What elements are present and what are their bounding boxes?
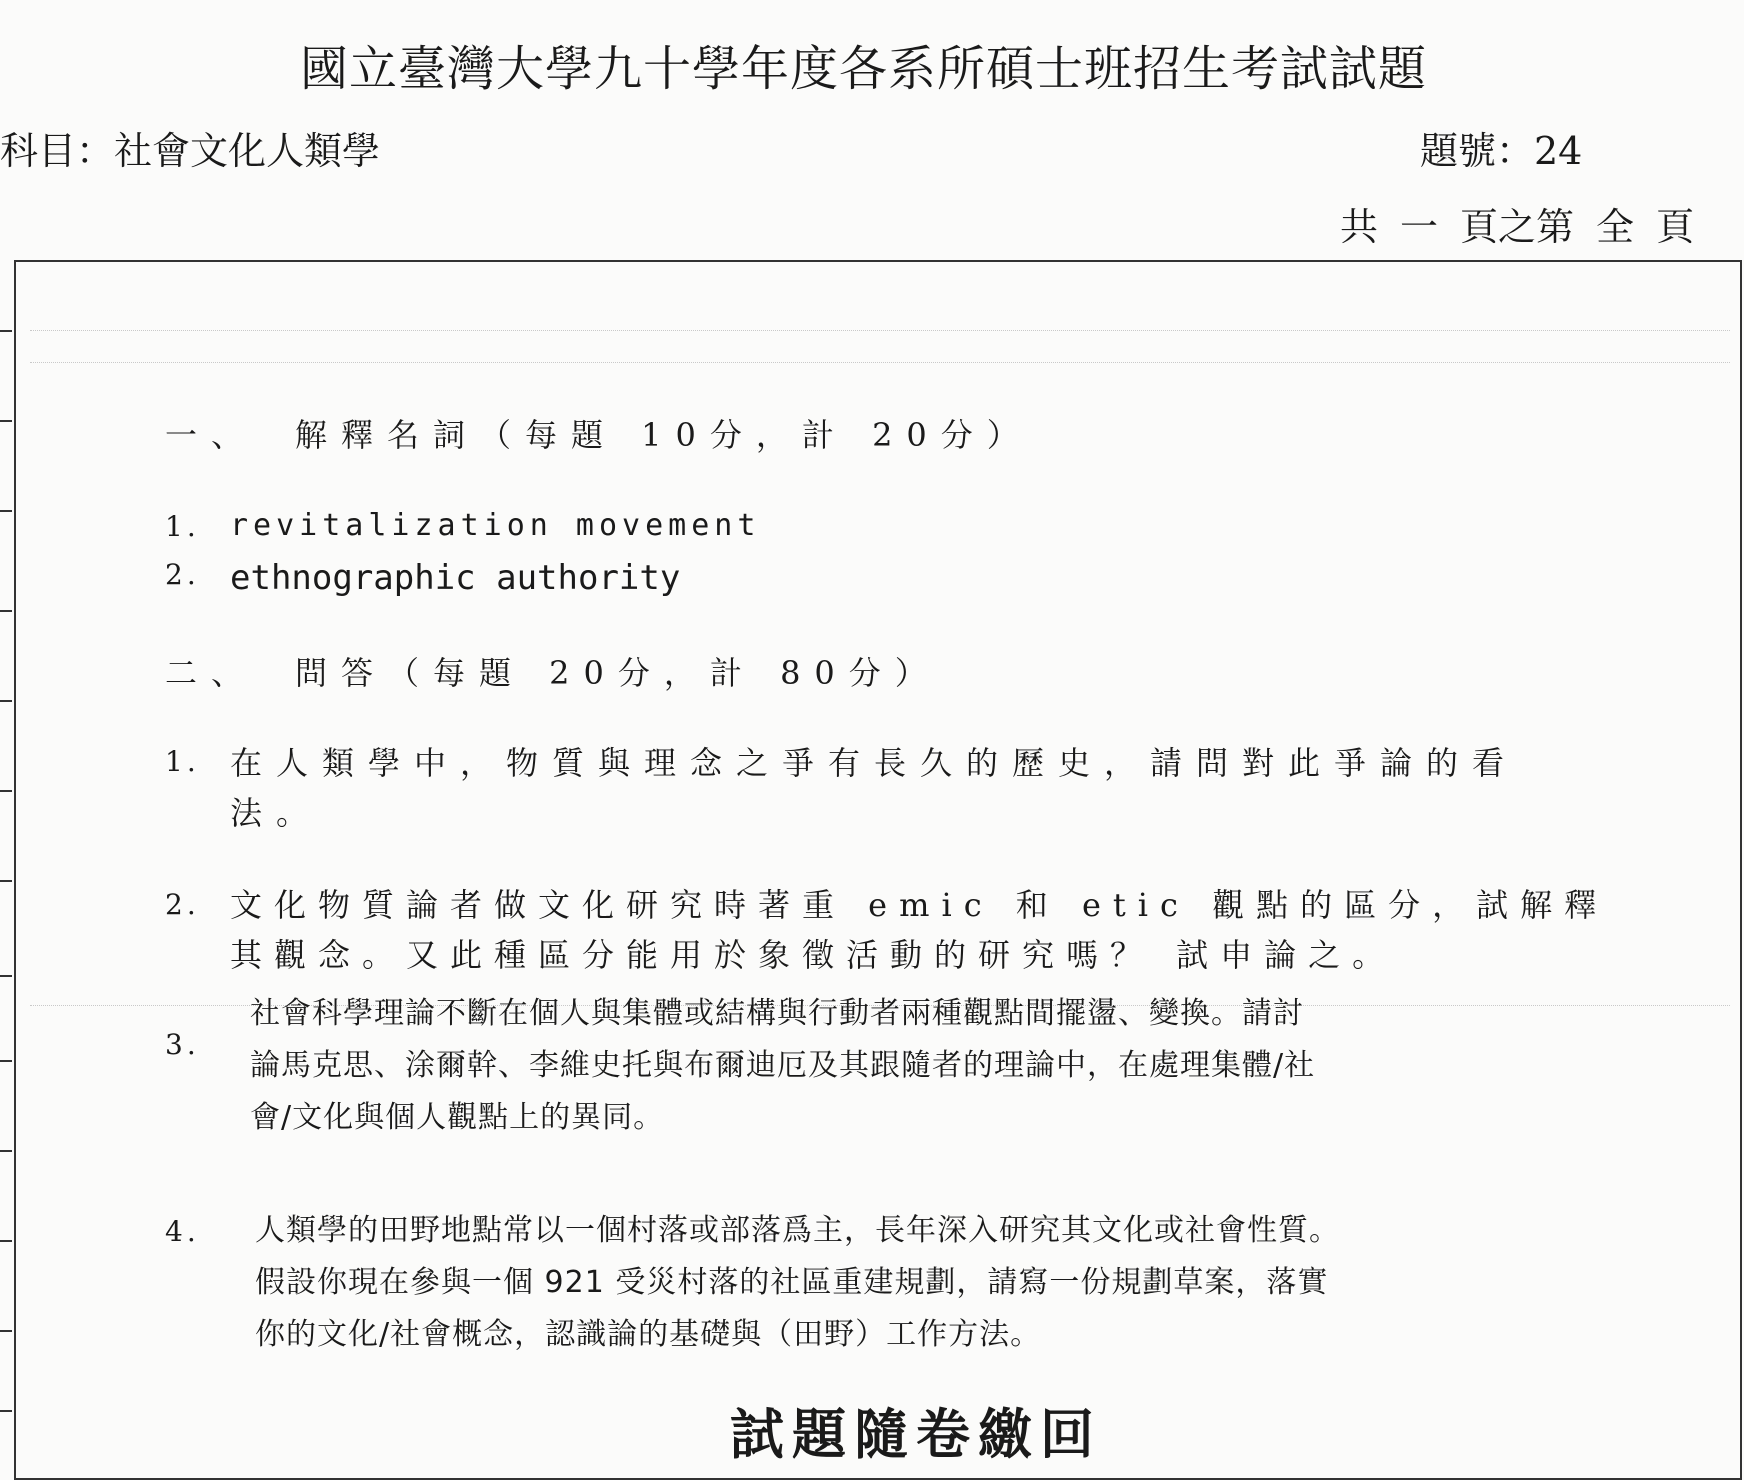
section-2-heading: 問答（每題 20分，計 80分） (295, 654, 941, 692)
question-4-line: 你的文化/社會概念，認識論的基礎與（田野）工作方法。 (255, 1317, 1042, 1352)
question-4-number: 4. (165, 1215, 200, 1248)
question-4-line: 人類學的田野地點常以一個村落或部落爲主，長年深入研究其文化或社會性質。 (255, 1213, 1340, 1248)
edge-tick (0, 420, 12, 422)
question-1-line: 法。 (230, 794, 323, 832)
question-2-line: 其觀念。又此種區分能用於象徵活動的研究嗎？ 試申論之。 (230, 936, 1397, 974)
page-word-page: 頁 (1656, 205, 1695, 249)
section-1-heading: 解釋名詞（每題 10分，計 20分） (295, 416, 1033, 454)
page-word-total: 共 (1340, 205, 1379, 249)
question-3-number: 3. (165, 1028, 200, 1061)
question-3-line: 社會科學理論不斷在個人與集體或結構與行動者兩種觀點間擺盪、變換。請討 (250, 996, 1304, 1031)
question-4-line: 假設你現在參與一個 921 受災村落的社區重建規劃，請寫一份規劃草案，落實 (255, 1265, 1329, 1300)
question-1-text (230, 738, 1518, 838)
term-2-text: ethnographic authority (230, 558, 681, 598)
exam-title: 國立臺灣大學九十學年度各系所碩士班招生考試試題 (300, 41, 1428, 97)
edge-tick (0, 880, 12, 882)
edge-tick (0, 1410, 12, 1412)
edge-tick (0, 700, 12, 702)
edge-tick (0, 975, 12, 977)
section-1-number: 一、 (165, 416, 258, 454)
edge-tick (0, 1240, 12, 1242)
question-2-line: 文化物質論者做文化研究時著重 emic 和 etic 觀點的區分，試解釋 (230, 886, 1609, 924)
page-word-of: 頁之第 (1460, 205, 1575, 249)
section-2-number: 二、 (165, 654, 258, 692)
edge-tick (0, 1150, 12, 1152)
question-1-number: 1. (165, 745, 200, 778)
edge-tick (0, 1060, 12, 1062)
subject-label: 科目：社會文化人類學 (0, 129, 381, 173)
term-1-text: revitalization movement (230, 508, 761, 543)
edge-tick (0, 790, 12, 792)
question-1-line: 在人類學中，物質與理念之爭有長久的歷史，請問對此爭論的看 (230, 744, 1519, 782)
question-2-number: 2. (165, 888, 200, 921)
scan-noise-line (30, 330, 1730, 331)
term-1-number: 1. (165, 510, 200, 543)
edge-tick (0, 330, 12, 332)
question-number: 題號：24 (1420, 129, 1583, 173)
page-count: 一 (1400, 205, 1439, 249)
return-notice-stamp: 試題隨卷繳回 (730, 1402, 1102, 1466)
edge-tick (0, 510, 12, 512)
edge-tick (0, 1330, 12, 1332)
question-2-text (230, 880, 1608, 980)
question-4-text (255, 1205, 1340, 1361)
question-3-text (250, 988, 1315, 1144)
term-2-number: 2. (165, 558, 200, 591)
question-3-line: 論馬克思、涂爾幹、李維史托與布爾迪厄及其跟隨者的理論中，在處理集體/社 (250, 1048, 1316, 1083)
question-3-line: 會/文化與個人觀點上的異同。 (250, 1100, 665, 1135)
scan-noise-line (30, 362, 1730, 363)
edge-tick (0, 610, 12, 612)
page-indicator (1340, 196, 1716, 251)
page-current: 全 (1596, 205, 1635, 249)
